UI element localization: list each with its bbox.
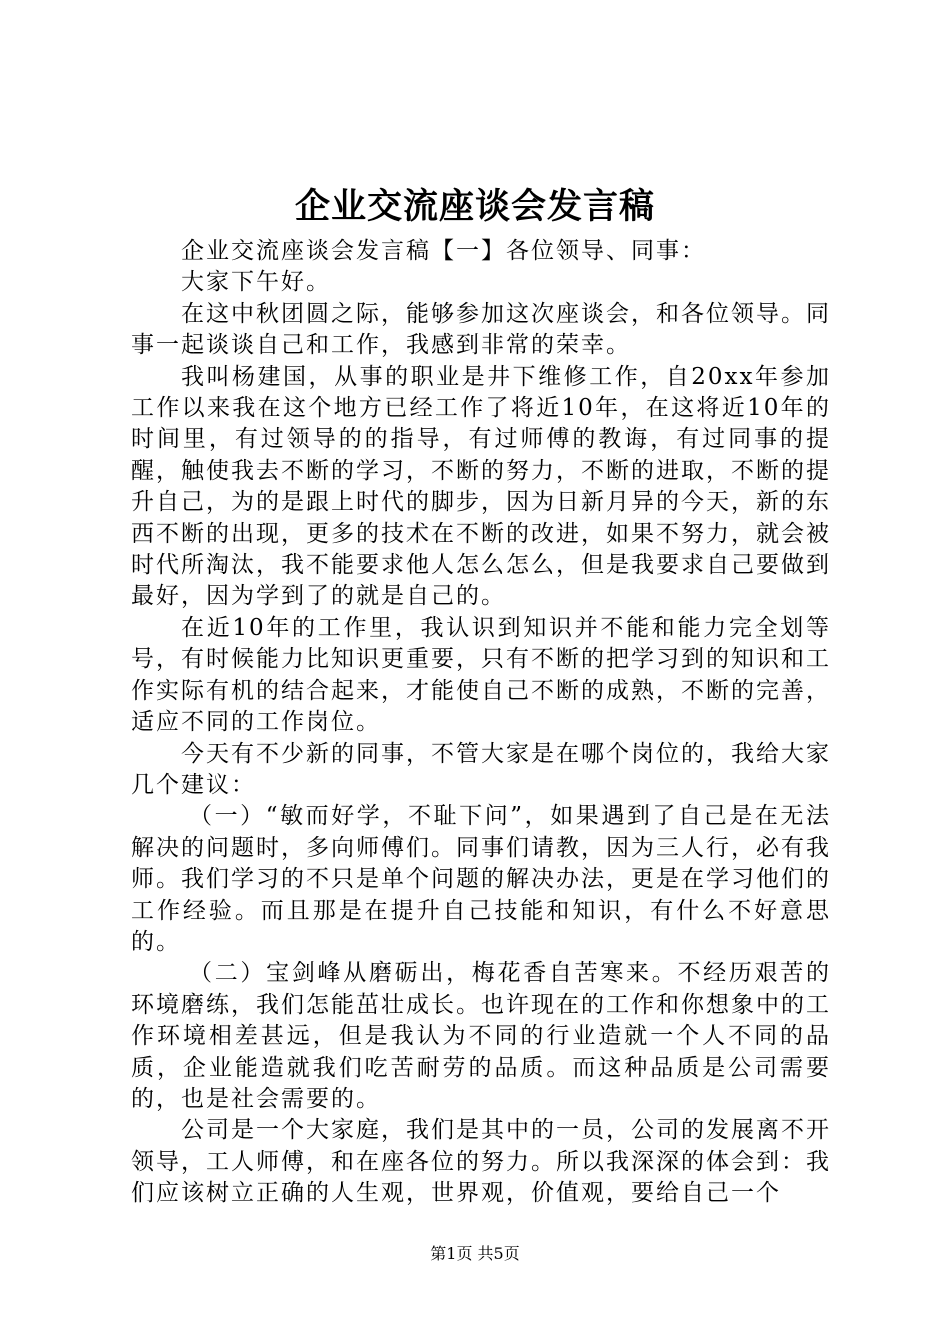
paragraph: 我叫杨建国，从事的职业是井下维修工作，自20xx年参加工作以来我在这个地方已经工作了将近10年，在这将近10年的时间里，有过领导的的指导，有过师傅的教诲，有过同事的提醒，触使我去不断的学习，不断的努力，不断的进取，不断的提升自己，为的是跟上时代的脚步，因为日新月异的今天，新的东西不断的出现，更多的技术在不断的改进，如果不努力，就会被时代所淘汰，我不能要求他人怎么怎么，但是我要求自己要做到最好，因为学到了的就是自己的。 [131, 363, 831, 610]
paragraph: 在这中秋团圆之际，能够参加这次座谈会，和各位领导。同事一起谈谈自己和工作，我感到非常的荣幸。 [131, 300, 831, 359]
paragraph: 今天有不少新的同事，不管大家是在哪个岗位的，我给大家几个建议： [131, 740, 831, 798]
document-body [131, 236, 831, 1210]
page-number-footer: 第1页 共5页 [430, 1244, 520, 1263]
paragraph: 大家下午好。 [181, 269, 331, 296]
paragraph: 在近10年的工作里，我认识到知识并不能和能力完全划等号，有时候能力比知识更重要，只有不断的把学习到的知识和工作实际有机的结合起来，才能使自己不断的成熟，不断的完善，适应不同的工作岗位。 [131, 614, 831, 736]
paragraph: （二）宝剑峰从磨砺出，梅花香自苦寒来。不经历艰苦的环境磨练，我们怎能茁壮成长。也许现在的工作和你想象中的工作环境相差甚远，但是我认为不同的行业造就一个人不同的品质，企业能造就我们吃苦耐劳的品质。而这种品质是公司需要的，也是社会需要的。 [131, 960, 831, 1112]
document-title: 企业交流座谈会发言稿 [294, 186, 655, 227]
paragraph: 企业交流座谈会发言稿【一】各位领导、同事： [181, 238, 706, 264]
paragraph: 公司是一个大家庭，我们是其中的一员，公司的发展离不开领导，工人师傅，和在座各位的努力。所以我深深的体会到：我们应该树立正确的人生观，世界观，价值观，要给自己一个 [131, 1117, 831, 1207]
paragraph: （一）“敏而好学，不耻下问”，如果遇到了自己是在无法解决的问题时，多向师傅们。同事们请教，因为三人行，必有我师。我们学习的不只是单个问题的解决办法，更是在学习他们的工作经验。而且那是在提升自己技能和知识，有什么不好意思的。 [131, 803, 831, 955]
